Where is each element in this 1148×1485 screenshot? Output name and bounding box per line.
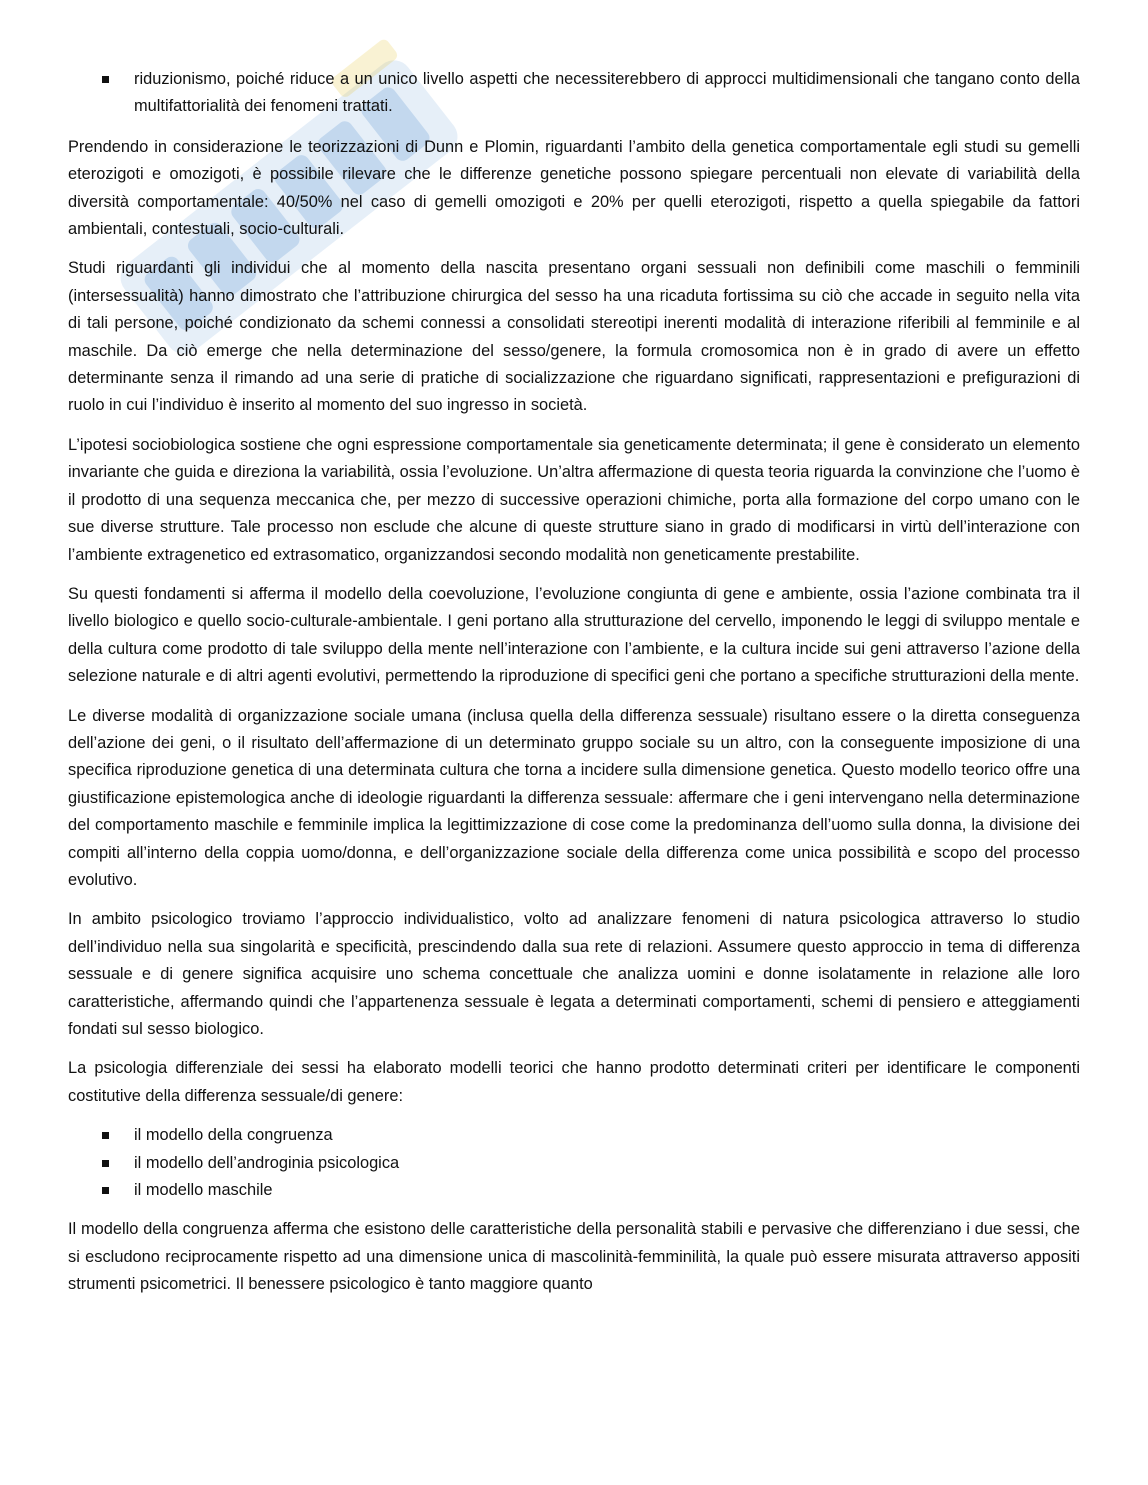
list-item bbox=[68, 1177, 1080, 1204]
paragraph-intersessualita: Studi riguardanti gli individui che al momento della nascita presentano organi sessuali non definibili come maschili o femminili (intersessualità) hanno dimostrato che l’attribuzione chirurgica del sesso ha una ricaduta fortissima su ciò che accade in seguito nella vita di tali persone, poiché condizionato da schemi connessi a consolidati stereotipi inerenti modalità di interazione riferibili al femminile e al maschile. Da ciò emerge che nella determinazione del sesso/genere, la formula cromosomica non è in grado di avere un effetto determinante senza il rimando ad una serie di pratiche di socializzazione che riguardano significati, rappresentazioni e prefigurazioni di ruolo in cui l’individuo è inserito al momento del suo ingresso in società. bbox=[68, 259, 1080, 415]
document-body bbox=[68, 66, 1080, 1311]
paragraph-dunn-plomin: Prendendo in considerazione le teorizzazioni di Dunn e Plomin, riguardanti l’ambito della genetica comportamentale egli studi su gemelli eterozigoti e omozigoti, è possibile rilevare che le differenze genetiche possono spiegare percentuali non elevate di variabilità della diversità comportamentale: 40/50% nel caso di gemelli omozigoti e 20% per quelli eterozigoti, rispetto a quella spiegabile da fattori ambientali, contestuali, socio-culturali. bbox=[68, 137, 1080, 239]
list-item-text: il modello della congruenza bbox=[134, 1126, 333, 1145]
square-bullet-icon bbox=[102, 1160, 109, 1167]
paragraph-modello-congruenza: Il modello della congruenza afferma che esistono delle caratteristiche della personalità stabili e pervasive che differenziano i due sessi, che si escludono reciprocamente rispetto ad una dimensione unica di mascolinità-femminilità, la quale può essere misurata attraverso appositi strumenti psicometrici. Il benessere psicologico è tanto maggiore quanto bbox=[68, 1220, 1080, 1294]
models-bullet-list bbox=[68, 1122, 1080, 1204]
paragraph-psicologia-differenziale: La psicologia differenziale dei sessi ha elaborato modelli teorici che hanno prodotto determinati criteri per identificare le componenti costitutive della differenza sessuale/di genere: bbox=[68, 1059, 1080, 1105]
intro-bullet-list bbox=[68, 66, 1080, 121]
square-bullet-icon bbox=[102, 76, 109, 83]
paragraph-organizzazione-sociale: Le diverse modalità di organizzazione sociale umana (inclusa quella della differenza sessuale) risultano essere o la diretta conseguenza dell’azione dei geni, o il risultato dell’affermazione di un determinato gruppo sociale su un altro, con la conseguente imposizione di una specifica riproduzione genetica di una determinata cultura che torna a incidere sulla dimensione genetica. Questo modello teorico offre una giustificazione epistemologica anche di ideologie riguardanti la differenza sessuale: affermare che i geni intervengano nella determinazione del comportamento maschile e femminile implica la legittimizzazione di cose come la predominanza dell’uomo sulla donna, la divisione dei compiti all’interno della coppia uomo/donna, e dell’organizzazione sociale della differenza come unica possibilità e scopo del processo evolutivo. bbox=[68, 706, 1080, 889]
list-item bbox=[68, 1150, 1080, 1177]
list-item bbox=[68, 1122, 1080, 1149]
list-item-text: riduzionismo, poiché riduce a un unico livello aspetti che necessiterebbero di approcci multidimensionali che tangano conto della multifattorialità dei fenomeni trattati. bbox=[134, 70, 1080, 116]
paragraph-coevoluzione: Su questi fondamenti si afferma il modello della coevoluzione, l’evoluzione congiunta di gene e ambiente, ossia l’azione combinata tra il livello biologico e quello socio-culturale-ambientale. I geni portano alla strutturazione del cervello, imponendo le leggi di sviluppo mentale e della cultura come prodotto di tale sviluppo della mente nell’interazione con l’ambiente, e la cultura incide sui geni attraverso l’azione della selezione naturale e di altri agenti evolutivi, permettendo la riproduzione di specifici geni che portano a specifiche strutturazioni della mente. bbox=[68, 584, 1080, 686]
square-bullet-icon bbox=[102, 1132, 109, 1139]
paragraph-approccio-individualistico: In ambito psicologico troviamo l’approccio individualistico, volto ad analizzare fenomeni di natura psicologica attraverso lo studio dell’individuo nella sua singolarità e specificità, prescindendo dalla sua rete di relazioni. Assumere questo approccio in tema di differenza sessuale e di genere significa acquisire uno schema concettuale che analizza uomini e donne isolatamente in relazione alle loro caratteristiche, affermando quindi che l’appartenenza sessuale è legata a determinati comportamenti, schemi di pensiero e atteggiamenti fondati sul sesso biologico. bbox=[68, 910, 1080, 1038]
list-item bbox=[68, 66, 1080, 121]
list-item-text: il modello dell’androginia psicologica bbox=[134, 1153, 400, 1172]
square-bullet-icon bbox=[102, 1187, 109, 1194]
list-item-text: il modello maschile bbox=[134, 1181, 273, 1200]
paragraph-ipotesi-sociobiologica: L’ipotesi sociobiologica sostiene che ogni espressione comportamentale sia geneticamente determinata; il gene è considerato un elemento invariante che guida e direziona la variabilità, ossia l’evoluzione. Un’altra affermazione di questa teoria riguarda la convinzione che l’uomo è il prodotto di una sequenza meccanica che, per mezzo di successive operazioni chimiche, porta alla formazione del corpo umano con le sue diverse strutture. Tale processo non esclude che alcune di queste strutture siano in grado di modificarsi in virtù dell’interazione con l’ambiente extragenetico ed extrasomatico, organizzandosi secondo modalità non geneticamente prestabilite. bbox=[68, 435, 1080, 564]
